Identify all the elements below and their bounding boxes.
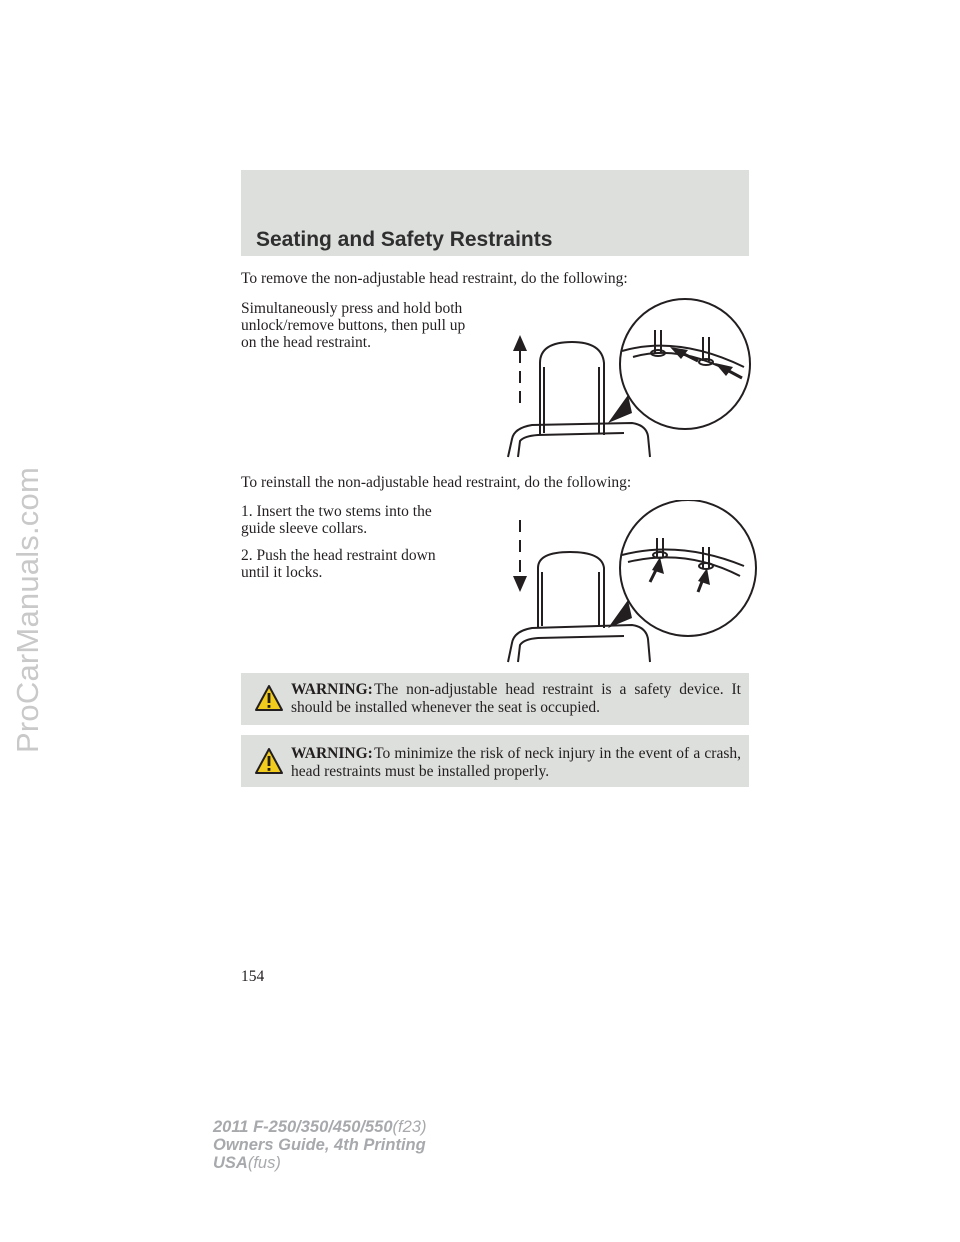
footer-market-code: (fus) <box>247 1154 281 1172</box>
removal-step-line: Simultaneously press and hold both <box>241 300 463 317</box>
removal-step-line: on the head restraint. <box>241 334 371 351</box>
warning-label: WARNING: <box>291 745 373 762</box>
reinstall-step-line: until it locks. <box>241 564 323 581</box>
reinstall-intro: To reinstall the non-adjustable head restraint, do the following: <box>241 474 632 491</box>
section-title: Seating and Safety Restraints <box>256 228 553 251</box>
head-restraint-removal-illustration <box>500 295 760 460</box>
removal-step-line: unlock/remove buttons, then pull up <box>241 317 466 334</box>
reinstall-step-line: 1. Insert the two stems into the <box>241 503 432 520</box>
reinstall-step-line: guide sleeve collars. <box>241 520 368 537</box>
watermark <box>8 300 48 920</box>
watermark-text: ProCarManuals.com <box>10 467 45 753</box>
warning-label: WARNING: <box>291 681 373 698</box>
print-footer <box>213 1118 426 1172</box>
section-header <box>241 170 749 256</box>
footer-model-code: (f23) <box>392 1118 427 1136</box>
warning-triangle-icon <box>254 747 284 775</box>
warning-text: To minimize the risk of neck injury in the event of a crash, head restraints must be installed properly. <box>291 745 741 780</box>
page-number: 154 <box>241 968 265 985</box>
footer-edition: Owners Guide, 4th Printing <box>213 1136 426 1154</box>
warning-box <box>241 735 749 787</box>
warning-triangle-icon <box>254 684 284 712</box>
removal-intro: To remove the non-adjustable head restraint, do the following: <box>241 270 628 287</box>
warning-text: The non-adjustable head restraint is a safety device. It should be installed whenever the seat is occupied. <box>291 681 741 716</box>
footer-model: 2011 F-250/350/450/550 <box>213 1118 393 1136</box>
warning-box <box>241 673 749 725</box>
head-restraint-reinstall-illustration <box>500 500 760 665</box>
reinstall-step-line: 2. Push the head restraint down <box>241 547 436 564</box>
footer-market: USA <box>213 1154 248 1172</box>
